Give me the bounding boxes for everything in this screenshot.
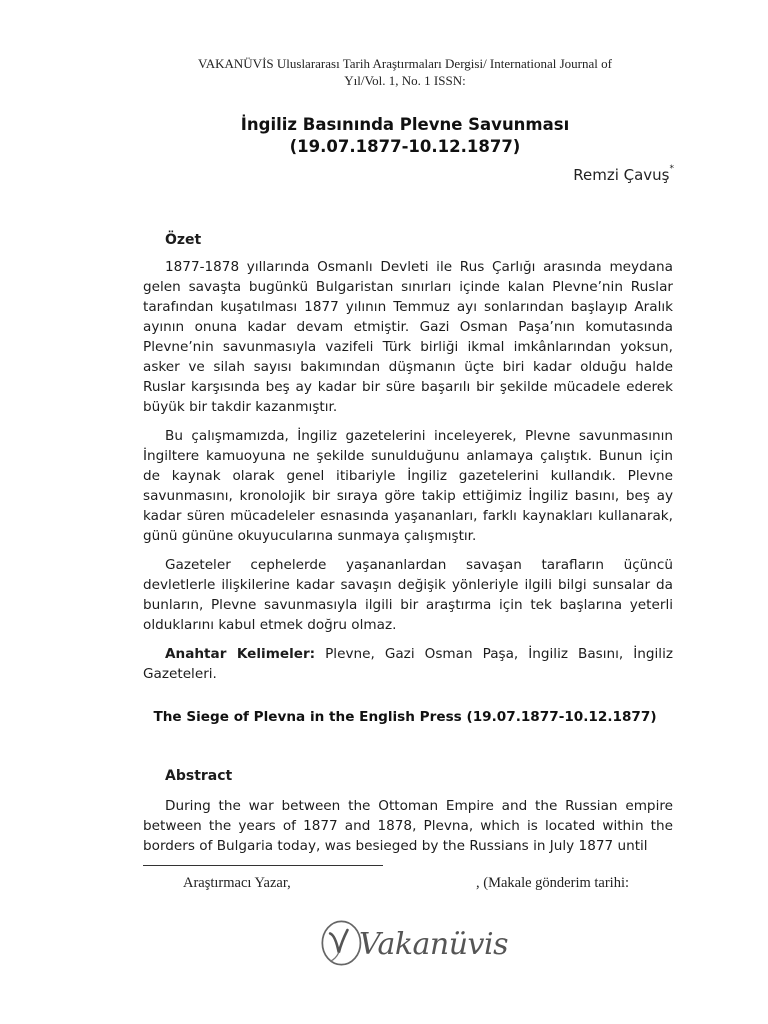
author-footnote-mark: *: [669, 164, 674, 174]
journal-header-line2: Yıl/Vol. 1, No. 1 ISSN:: [344, 73, 466, 88]
ozet-paragraph-3: Gazeteler cephelerde yaşananlardan savaşan tarafların üçüncü devletlerle ilişkilerine kadar savaşın değişik yönleriyle ilgili bilgi sunsalar da bunların, Plevne savunmasıyla ilgili bir araştırma için tek başlarına yeterli olduklarını kabul etmek doğru olmaz.: [143, 557, 673, 633]
keywords-list: Plevne, Gazi Osman Paşa, İngiliz Basını, İngiliz Gazeteleri.: [143, 646, 673, 682]
abstract-heading: Abstract: [165, 768, 233, 784]
footnote-submission-date: , (Makale gönderim tarihi:: [476, 875, 630, 891]
author-name: [573, 166, 674, 184]
article-title-line1: İngiliz Basınında Plevne Savunması: [240, 115, 570, 134]
journal-logo: [318, 912, 508, 974]
abstract-body: [143, 796, 673, 865]
article-title: [140, 114, 670, 158]
author-name-text: Remzi Çavuş: [573, 166, 670, 184]
vakanuvis-logo-icon: [318, 914, 363, 972]
keywords-paragraph: [143, 644, 673, 684]
footnote-divider: [143, 865, 383, 866]
journal-header: [140, 55, 670, 89]
ozet-body: [143, 257, 673, 693]
ozet-heading: Özet: [165, 232, 202, 248]
logo-wordmark: Vakanüvis: [359, 926, 508, 962]
abstract-paragraph: During the war between the Ottoman Empire and the Russian empire between the years of 1877 and 1878, Plevna, which is located within the borders of Bulgaria today, was besieged by the Russians in July 1877 until: [143, 798, 673, 854]
journal-header-line1: VAKANÜVİS Uluslararası Tarih Araştırmaları Dergisi/ International Journal of: [198, 56, 612, 71]
keywords-label: Anahtar Kelimeler:: [165, 646, 316, 662]
english-title: The Siege of Plevna in the English Press (19.07.1877-10.12.1877): [153, 709, 657, 725]
ozet-paragraph-1: 1877-1878 yıllarında Osmanlı Devleti ile Rus Çarlığı arasında meydana gelen savaşta bugünkü Bulgaristan sınırları içinde kalan Plevne’nin Ruslar tarafından kuşatılması 1877 yılının Temmuz ayı sonlarından başlayıp Aralık ayının onuna kadar devam etmiştir. Gazi Osman Paşa’nın komutasında Plevne’nin savunmasıyla vazifeli Türk birliği ikmal imkânlarından yoksun, asker ve silah sayısı bakımından düşmanın üçte biri kadar olduğu halde Ruslar karşısında beş ay kadar bir süre başarılı bir şekilde mücadele ederek büyük bir takdir kazanmıştır.: [143, 259, 673, 415]
footnote-author-role: Araştırmacı Yazar,: [183, 875, 291, 891]
ozet-paragraph-2: Bu çalışmamızda, İngiliz gazetelerini inceleyerek, Plevne savunmasının İngiltere kamuoyuna ne şekilde sunulduğunu anlamaya çalıştık. Bunun için de kaynak olarak genel itibariyle İngiliz gazetelerini kullandık. Plevne savunmasını, kronolojik bir sıraya göre takip ettiğimiz İngiliz basını, beş ay kadar süren mücadeleler esnasında yaşananları, farklı kaynakları kullanarak, günü gününe okuyucularına sunmaya çalışmıştır.: [143, 428, 673, 544]
article-title-line2: (19.07.1877-10.12.1877): [289, 137, 521, 156]
